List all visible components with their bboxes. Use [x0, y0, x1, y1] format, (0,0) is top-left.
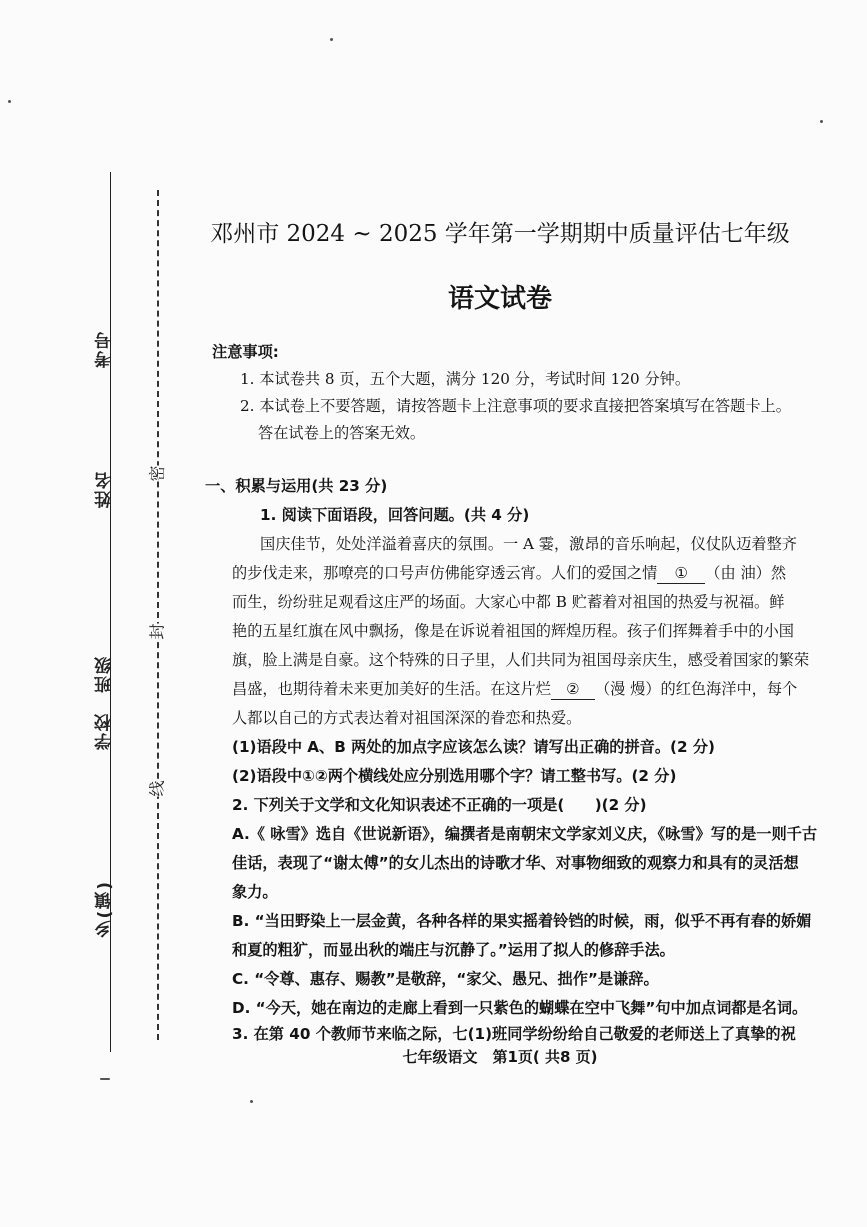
school-label: 学校	[95, 712, 115, 750]
question-2-option-a-3: 象力。	[232, 883, 278, 901]
passage-line-6-choice: （漫 熳）的红色海洋中，每个	[594, 680, 798, 698]
passage-line-3: 而生，纷纷驻足观看这庄严的场面。大家心中都 B 贮蓄着对祖国的热爱与祝福。鲜	[232, 593, 785, 611]
notice-heading: 注意事项:	[212, 343, 279, 361]
passage-line-2-text: 的步伐走来，那嘹亮的口号声仿佛能穿透云宵。人们的爱国之情	[232, 564, 658, 582]
exam-title: 邓州市 2024 ~ 2025 学年第一学期期中质量评估七年级	[210, 221, 790, 247]
question-1-stem: 1. 阅读下面语段，回答问题。(共 4 分)	[260, 506, 530, 524]
passage-line-5: 旗，脸上满是自豪。这个特殊的日子里，人们共同为祖国母亲庆生，感受着国家的繁荣	[232, 651, 810, 669]
town-label: 乡(镇)	[95, 880, 115, 938]
paper-subtitle: 语文试卷	[447, 284, 552, 314]
seal-char-feng: 封	[143, 623, 170, 639]
scan-speck	[250, 1100, 253, 1103]
class-label: 班级	[95, 655, 115, 693]
question-2-option-d: D. “今天，她在南边的走廊上看到一只紫色的蝴蝶在空中飞舞”句中加点词都是名词。	[232, 999, 808, 1017]
passage-line-4: 艳的五星红旗在风中飘扬，像是在诉说着祖国的辉煌历程。孩子们挥舞着手中的小国	[232, 622, 794, 640]
question-2-option-a-2: 佳话，表现了“谢太傅”的女儿杰出的诗歌才华、对事物细致的观察力和具有的灵活想	[232, 854, 799, 872]
passage-line-2-choice: （由 油）然	[705, 564, 787, 582]
seal-char-mi: 密	[143, 465, 170, 481]
blank-1: ①	[657, 563, 705, 584]
page-footer: 七年级语文 第1页( 共8 页)	[402, 1048, 598, 1066]
question-2-option-c: C. “令尊、惠存、赐教”是敬辞，“家父、愚兄、拙作”是谦辞。	[232, 970, 659, 988]
passage-line-7: 人都以自己的方式表达着对祖国深深的眷恋和热爱。	[232, 709, 582, 727]
passage-line-6-text: 昌盛，也期待着未来更加美好的生活。在这片烂	[232, 680, 551, 698]
name-label: 姓名	[95, 470, 115, 508]
question-2-option-b-1: B. “当田野染上一层金黄，各种各样的果实摇着铃铛的时候，雨，似乎不再有春的娇媚	[232, 912, 812, 930]
passage-line-2	[232, 563, 786, 584]
notice-item-1: 1. 本试卷共 8 页，五个大题，满分 120 分，考试时间 120 分钟。	[240, 370, 691, 388]
scan-speck	[330, 38, 333, 41]
question-3-stem: 3. 在第 40 个教师节来临之际，七(1)班同学纷纷给自己敬爱的老师送上了真挚的祝	[232, 1025, 796, 1043]
notice-item-2-cont: 答在试卷上的答案无效。	[258, 424, 426, 442]
section-1-heading: 一、积累与运用(共 23 分)	[205, 477, 388, 495]
scan-speck	[100, 1078, 110, 1080]
passage-line-1: 国庆佳节，处处洋溢着喜庆的氛围。一 A 霎，激昂的音乐响起，仪仗队迈着整齐	[260, 535, 797, 553]
question-2-stem: 2. 下列关于文学和文化知识表述不正确的一项是( )(2 分)	[232, 796, 647, 814]
question-1-sub-1: (1)语段中 A、B 两处的加点字应该怎么读？请写出正确的拼音。(2 分)	[232, 738, 715, 756]
scan-speck	[8, 100, 11, 103]
passage-line-6	[232, 679, 797, 700]
seal-dashed-line	[157, 190, 159, 1040]
scan-speck	[820, 120, 823, 123]
question-2-option-a-1: A.《 咏雪》选自《世说新语》，编撰者是南朝宋文学家刘义庆，《咏雪》写的是一则千古	[232, 825, 818, 843]
seal-char-xian: 线	[143, 780, 170, 796]
blank-2: ②	[551, 679, 595, 700]
question-2-option-b-2: 和夏的粗犷，而显出秋的端庄与沉静了。”运用了拟人的修辞手法。	[232, 941, 675, 959]
notice-item-2: 2. 本试卷上不要答题，请按答题卡上注意事项的要求直接把答案填写在答题卡上。	[240, 397, 791, 415]
exam-number-label: 考号	[95, 330, 115, 368]
question-1-sub-2: (2)语段中①②两个横线处应分别选用哪个字？请工整书写。(2 分)	[232, 767, 677, 785]
